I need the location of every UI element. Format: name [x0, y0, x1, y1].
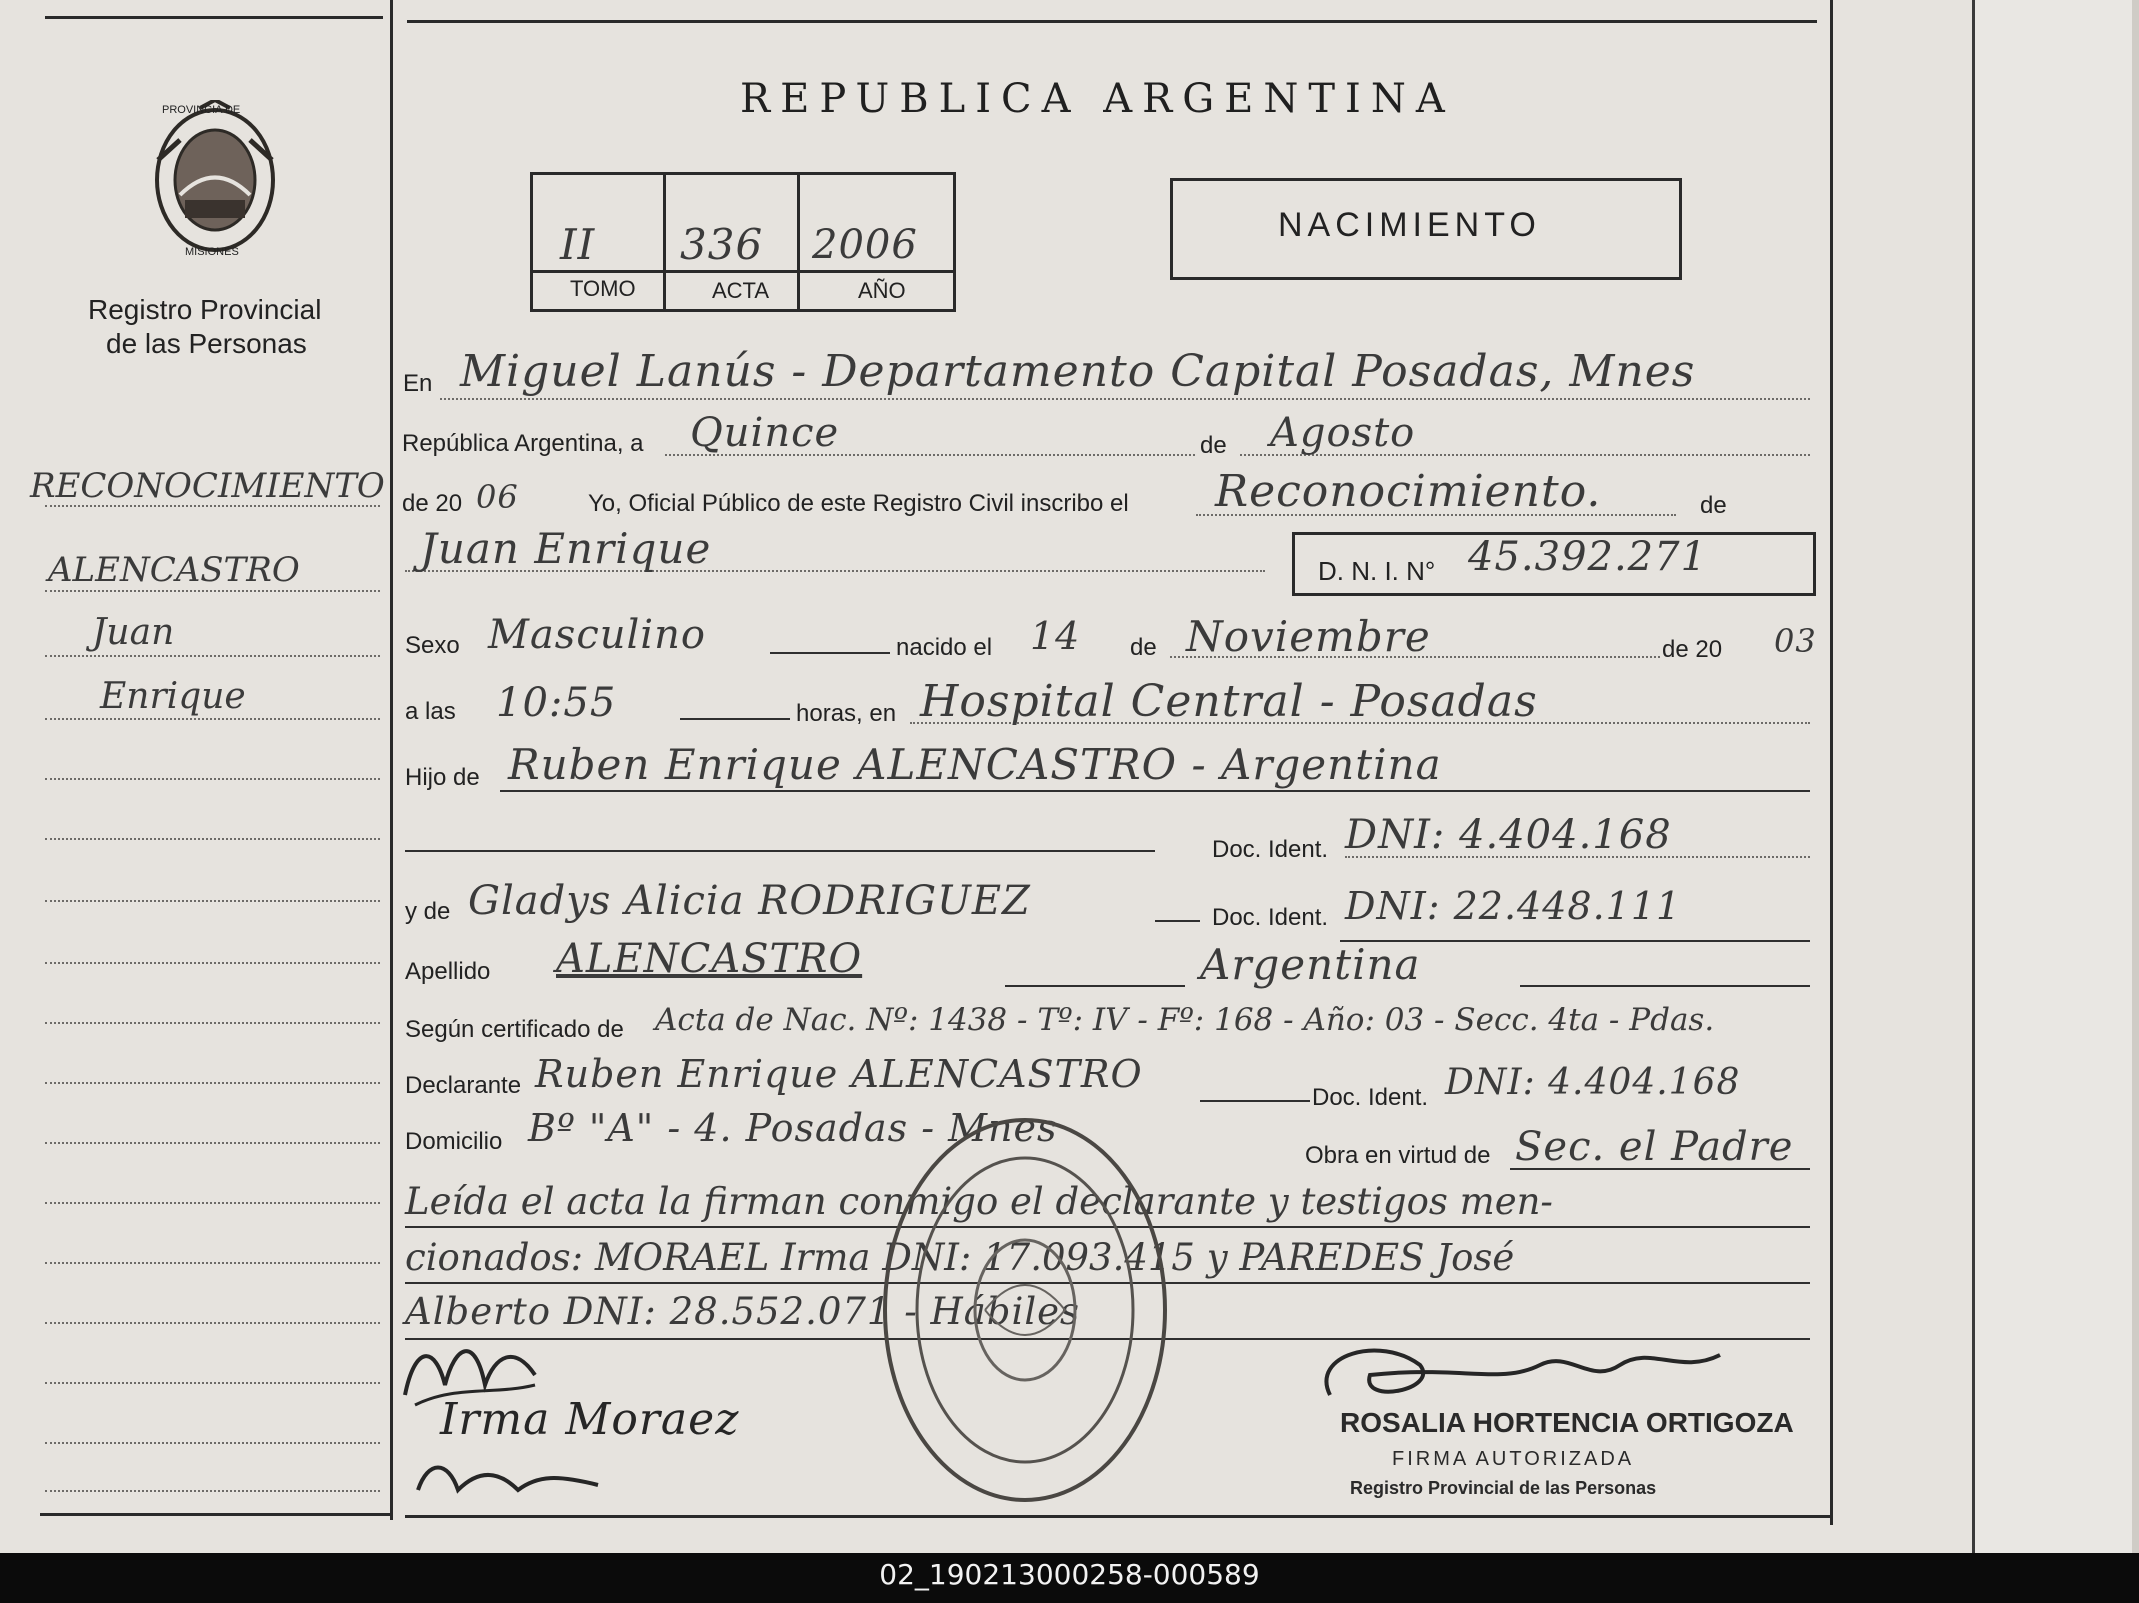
en-value: Miguel Lanús - Departamento Capital Posadas, Mnes [460, 346, 1696, 397]
observation-line1: Leída el acta la firman conmigo el declarante y testigos men- [405, 1180, 1553, 1223]
sidebar-line [45, 778, 380, 780]
sidebar-divider [390, 0, 393, 1520]
table-divider [663, 172, 666, 310]
nacionalidad-value: Argentina [1200, 940, 1421, 989]
hora-value: 10:55 [496, 680, 617, 726]
oficial-text: Yo, Oficial Público de este Registro Civil inscribo el [588, 490, 1129, 517]
name-value: Juan Enrique [420, 524, 712, 573]
domicilio-label: Domicilio [405, 1128, 503, 1155]
top-rule-left [45, 16, 383, 19]
sexo-label: Sexo [405, 632, 460, 659]
doc-ident-label-3: Doc. Ident. [1312, 1084, 1429, 1111]
declarante-label: Declarante [405, 1072, 522, 1099]
apellido-label: Apellido [405, 958, 491, 985]
witness-signature-3-icon [408, 1450, 608, 1510]
lugar-value: Hospital Central - Posadas [920, 676, 1538, 727]
apellido-value: ALENCASTRO [556, 936, 863, 982]
tomo-value: II [560, 220, 596, 269]
table-divider [530, 270, 954, 273]
table-divider [797, 172, 800, 310]
province-seal-icon [140, 100, 290, 265]
segun-value: Acta de Nac. Nº: 1438 - Tº: IV - Fº: 168 - Año: 03 - Secc. 4ta - Pdas. [655, 1002, 1715, 1038]
padre-doc: DNI: 4.404.168 [1345, 812, 1672, 858]
sidebar-line [45, 962, 380, 964]
obra-value: Sec. el Padre [1515, 1124, 1794, 1170]
sexo-value: Masculino [488, 612, 706, 658]
sidebar-line [45, 1322, 380, 1324]
seal-top-text: PROVINCIA DE [162, 104, 241, 116]
de-label-1: de [1200, 432, 1227, 459]
tomo-label: TOMO [570, 276, 636, 301]
form-line [1005, 985, 1185, 987]
office-name-line1: Registro Provincial [88, 294, 322, 325]
official-stamp-icon [875, 1110, 1175, 1510]
domicilio-value: Bº "A" - 4. Posadas - Mnes [528, 1106, 1058, 1150]
sidebar-line [45, 505, 380, 507]
seal-bottom-text: MISIONES [185, 246, 239, 258]
form-line [1200, 1100, 1310, 1102]
official-office: Registro Provincial de las Personas [1350, 1478, 1657, 1498]
sidebar-line [45, 838, 380, 840]
sidebar-note-line2: ALENCASTRO [48, 550, 300, 590]
observation-line3: Alberto DNI: 28.552.071 - Hábiles [405, 1290, 1081, 1333]
sidebar-note-line4: Enrique [100, 676, 246, 717]
adjacent-page [1972, 0, 2139, 1553]
sidebar-line [45, 1142, 380, 1144]
official-signature-icon [1300, 1335, 1750, 1415]
sidebar-line [45, 1022, 380, 1024]
sidebar-line [45, 1442, 380, 1444]
official-name: ROSALIA HORTENCIA ORTIGOZA [1340, 1407, 1794, 1438]
sidebar-line [45, 900, 380, 902]
office-name-line2: de las Personas [106, 328, 307, 359]
adjacent-page-edge [2132, 0, 2139, 1553]
de-label-3: de [1130, 634, 1157, 661]
padre-value: Ruben Enrique ALENCASTRO - Argentina [508, 740, 1442, 789]
form-line [770, 652, 890, 654]
form-line [440, 398, 1810, 400]
bottom-rule-left [40, 1513, 390, 1516]
form-line [1520, 985, 1810, 987]
anio-value: 2006 [812, 222, 918, 268]
obra-label: Obra en virtud de [1305, 1142, 1491, 1169]
republica-label: República Argentina, a [402, 430, 644, 457]
dni-label: D. N. I. N° [1318, 556, 1436, 586]
doc-ident-label-1: Doc. Ident. [1212, 836, 1329, 863]
anio-label: AÑO [858, 278, 906, 303]
form-line [405, 850, 1155, 852]
alas-label: a las [405, 698, 456, 725]
sidebar-line [45, 1490, 380, 1492]
form-right-border [1830, 0, 1833, 1525]
sidebar-line [45, 1262, 380, 1264]
year2-prefix: de 20 [1662, 636, 1723, 663]
month-value: Agosto [1270, 410, 1416, 456]
sidebar-note-line3: Juan [92, 612, 175, 653]
record-type-label: NACIMIENTO [1278, 206, 1541, 244]
year2-value: 03 [1774, 622, 1817, 660]
doc-ident-label-2: Doc. Ident. [1212, 904, 1329, 931]
country-title: REPUBLICA ARGENTINA [740, 76, 1455, 122]
yde-label: y de [405, 898, 451, 925]
sidebar-line [45, 1082, 380, 1084]
witness-signature-2: Irma Moraez [440, 1394, 740, 1445]
acta-label: ACTA [712, 278, 770, 303]
day-value: Quince [690, 410, 840, 456]
acta-value: 336 [680, 220, 764, 269]
year-value: 06 [476, 478, 519, 516]
declarante-value: Ruben Enrique ALENCASTRO [535, 1052, 1143, 1096]
dni-value: 45.392.271 [1468, 534, 1708, 580]
inscribo-value: Reconocimiento. [1215, 466, 1602, 517]
nacido-label: nacido el [896, 634, 993, 661]
image-code: 02_190213000258-000589 [879, 1558, 1260, 1591]
en-label: En [403, 370, 433, 397]
form-line [500, 790, 1810, 792]
sidebar-note-line1: RECONOCIMIENTO [30, 466, 385, 506]
top-rule-right [407, 20, 1817, 23]
segun-label: Según certificado de [405, 1016, 624, 1043]
sidebar-line [45, 590, 380, 592]
madre-value: Gladys Alicia RODRIGUEZ [468, 878, 1031, 924]
sidebar-line [45, 655, 380, 657]
nacido-day: 14 [1030, 614, 1081, 658]
hijo-label: Hijo de [405, 764, 480, 791]
year-prefix: de 20 [402, 490, 463, 517]
nacido-month: Noviembre [1186, 612, 1431, 661]
madre-doc: DNI: 22.448.111 [1345, 884, 1682, 928]
form-line [1155, 920, 1200, 922]
horas-en-label: horas, en [796, 700, 897, 727]
official-role: FIRMA AUTORIZADA [1392, 1448, 1635, 1470]
observation-line2: cionados: MORAEL Irma DNI: 17.093.415 y PAREDES José [405, 1236, 1515, 1279]
declarante-doc: DNI: 4.404.168 [1445, 1062, 1741, 1103]
form-line [1510, 1168, 1810, 1170]
sidebar-line [45, 1202, 380, 1204]
bottom-rule-right [405, 1515, 1830, 1518]
sidebar-line [45, 718, 380, 720]
form-line [680, 718, 790, 720]
de-label-2: de [1700, 492, 1727, 519]
sidebar-line [45, 1382, 380, 1384]
